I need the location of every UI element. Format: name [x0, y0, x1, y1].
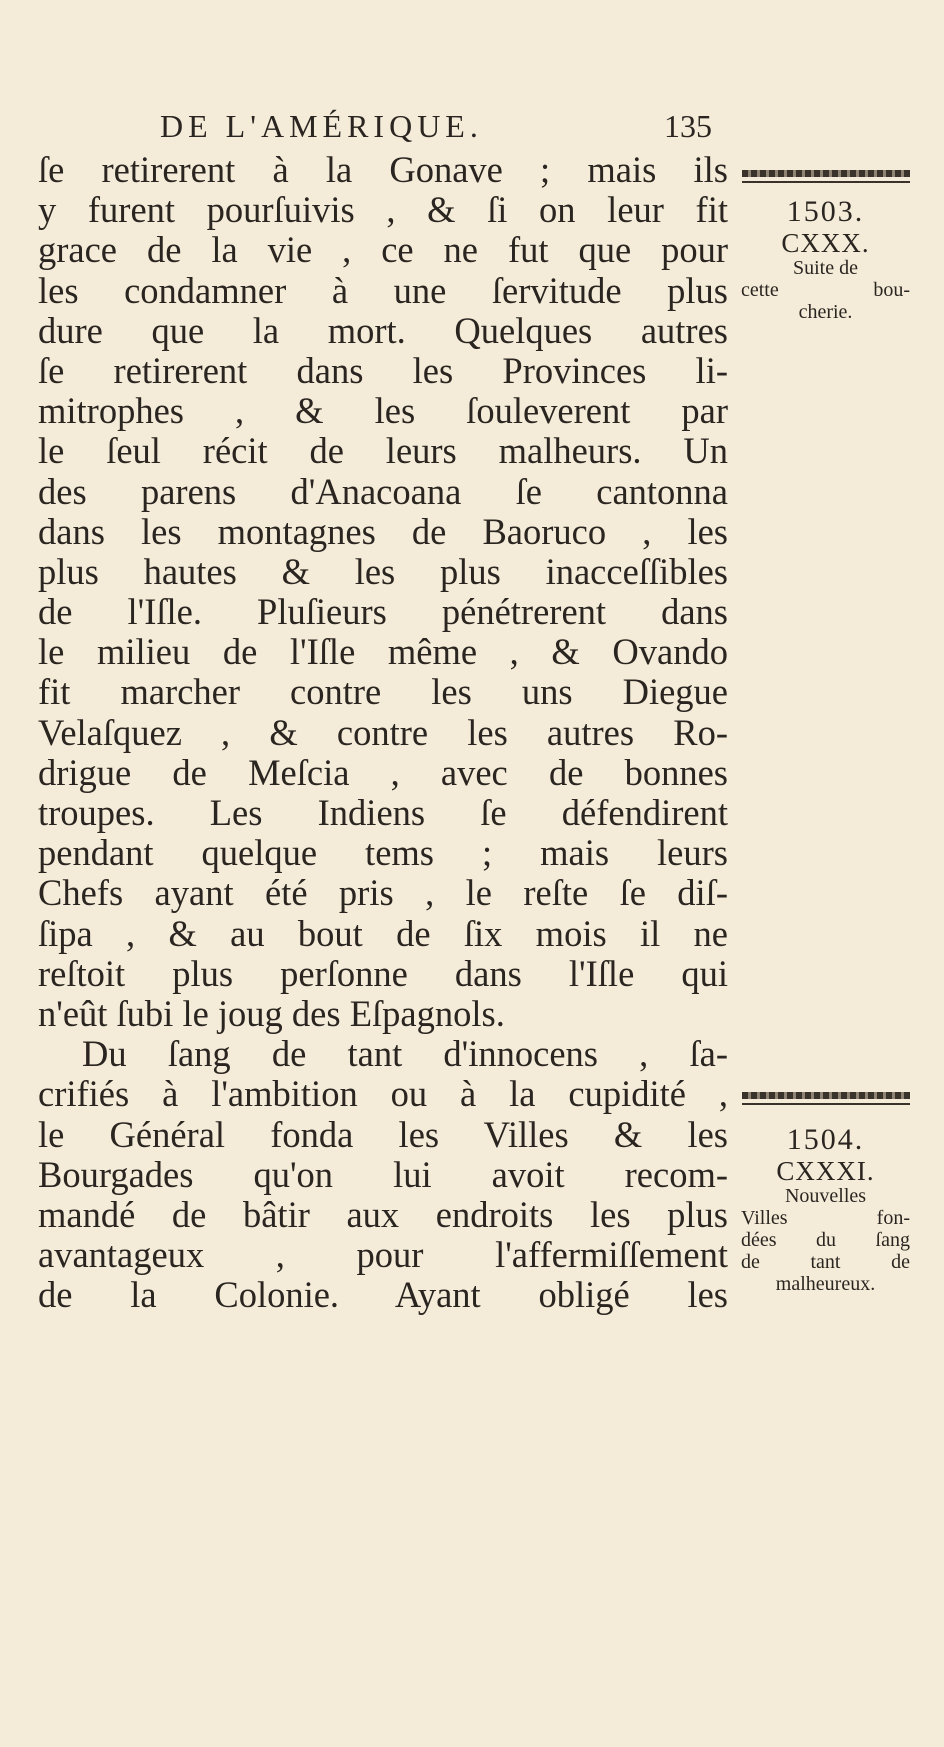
text-line: crifiés à l'ambition ou à la cupidité , — [38, 1074, 728, 1115]
margin-summary-line: cherie. — [798, 301, 853, 323]
ornamental-rule — [742, 1092, 910, 1099]
text-line: pendant quelque tems ; mais leurs — [38, 833, 728, 874]
margin-summary-line: cette bou- — [741, 279, 910, 301]
page-number: 135 — [664, 108, 712, 144]
text-line: Chefs ayant été pris , le reſte ſe diſ- — [38, 873, 728, 914]
text-line: fit marcher contre les uns Diegue — [38, 672, 728, 713]
text-line: ſe retirerent à la Gonave ; mais ils — [38, 150, 728, 190]
text-line: avantageux , pour l'affermiſſement — [38, 1235, 728, 1276]
running-title: DE L'AMÉRIQUE. — [160, 108, 483, 144]
thin-rule — [742, 181, 910, 183]
margin-summary-line: Suite de — [793, 257, 858, 279]
text-line: dure que la mort. Quelques autres — [38, 310, 728, 351]
text-line: le Général fonda les Villes & les — [38, 1114, 728, 1155]
text-line: Bourgades qu'on lui avoit recom- — [38, 1154, 728, 1195]
text-line: Velaſquez , & contre les autres Ro- — [38, 712, 728, 753]
margin-note-1503 — [733, 170, 918, 323]
text-line: reſtoit plus perſonne dans l'Iſle qui — [38, 953, 728, 994]
margin-chapter-number: CXXXI. — [776, 1156, 875, 1186]
margin-summary-line: Nouvelles — [784, 1185, 867, 1207]
text-line: n'eût ſubi le joug des Eſpagnols. — [38, 992, 505, 1034]
text-line: troupes. Les Indiens ſe défendirent — [38, 793, 728, 833]
margin-note-1504 — [733, 1092, 918, 1295]
text-line: mitrophes , & les ſouleverent par — [38, 391, 728, 432]
text-line: drigue de Meſcia , avec de bonnes — [38, 752, 728, 793]
ornamental-rule — [742, 170, 910, 177]
text-line: les condamner à une ſervitude plus — [38, 270, 728, 311]
margin-summary-line: dées du ſang — [741, 1229, 910, 1251]
margin-summary-line: Villes fon- — [741, 1207, 910, 1229]
margin-summary-line: de tant de — [741, 1251, 910, 1273]
text-line: le milieu de l'Iſle même , & Ovando — [38, 632, 728, 673]
margin-year: 1503. — [786, 195, 865, 228]
text-line: le ſeul récit de leurs malheurs. Un — [38, 431, 728, 472]
text-line: de la Colonie. Ayant obligé les — [38, 1275, 728, 1316]
text-line: grace de la vie , ce ne fut que pour — [38, 230, 728, 271]
margin-summary-line: malheureux. — [775, 1273, 876, 1295]
text-line: de l'Iſle. Pluſieurs pénétrerent dans — [38, 592, 728, 633]
margin-chapter-number: CXXX. — [781, 228, 870, 258]
thin-rule — [742, 1103, 910, 1105]
text-line: Du ſang de tant d'innocens , ſa- — [82, 1034, 728, 1075]
text-line: ſipa , & au bout de ſix mois il ne — [38, 913, 728, 954]
text-line: des parens d'Anacoana ſe cantonna — [38, 471, 728, 512]
margin-year: 1504. — [786, 1123, 865, 1156]
margin-summary — [733, 257, 918, 323]
text-line: mandé de bâtir aux endroits les plus — [38, 1194, 728, 1235]
margin-summary — [733, 1185, 918, 1295]
body-text — [38, 150, 728, 1315]
text-line: plus hautes & les plus inacceſſibles — [38, 551, 728, 592]
text-line: y furent pourſuivis , & ſi on leur fit — [38, 190, 728, 231]
text-line: dans les montagnes de Baoruco , les — [38, 511, 728, 552]
text-line: ſe retirerent dans les Provinces li- — [38, 350, 728, 391]
